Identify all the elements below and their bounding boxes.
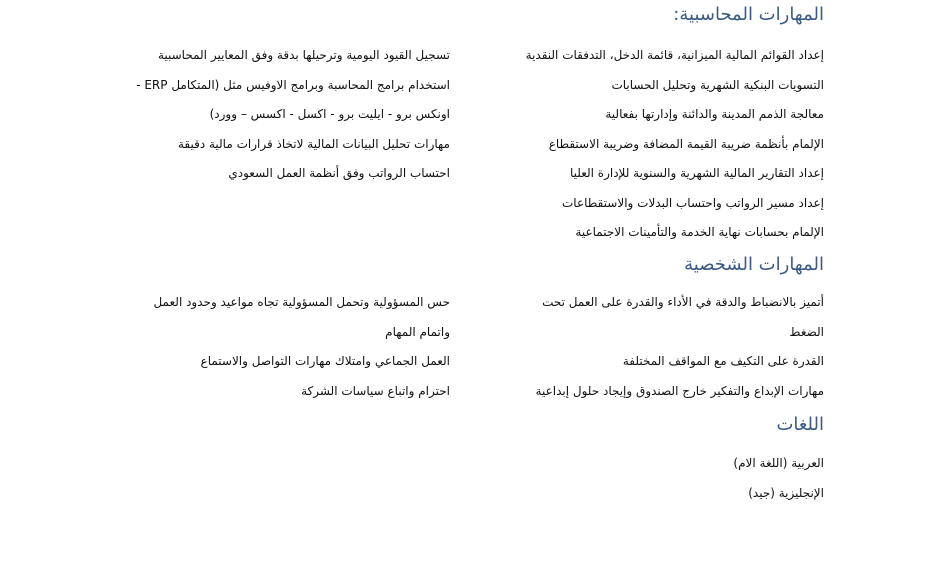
list-item: اونكس برو - ايليت برو - اكسل - اكسس – وورد)	[209, 107, 450, 121]
list-item: العربية (اللغة الام)	[733, 456, 824, 470]
list-item: إعداد مسير الرواتب واحتساب البدلات والاستقطاعات	[562, 195, 824, 210]
list-item: إعداد التقارير المالية الشهرية والسنوية للإدارة العليا	[569, 166, 824, 180]
list-item: العمل الجماعي وامتلاك مهارات التواصل والاستماع	[200, 354, 450, 368]
list-item: تسجيل القيود اليومية وترحيلها بدقة وفق المعايير المحاسبية	[157, 48, 450, 62]
personal-skills-left-list	[130, 288, 450, 406]
list-item: احتساب الرواتب وفق أنظمة العمل السعودي	[228, 166, 450, 180]
list-item: واتمام المهام	[385, 324, 450, 339]
list-item: الضغط	[789, 324, 824, 339]
list-item: القدرة على التكيف مع المواقف المختلفة	[622, 354, 824, 368]
list-item: التسويات البنكية الشهرية وتحليل الحسابات	[611, 77, 824, 92]
list-item: الإلمام بحسابات نهاية الخدمة والتأمينات الاجتماعية	[575, 225, 824, 239]
list-item: معالجة الذمم المدينة والدائنة وإدارتها بفعالية	[605, 107, 824, 121]
list-item: إعداد القوائم المالية الميزانية، قائمة الدخل، التدفقات النقدية	[525, 48, 824, 62]
personal-skills-right-list	[494, 288, 824, 406]
list-item: احترام واتباع سياسات الشركة	[301, 383, 450, 398]
list-item: استخدام برامج المحاسبة وبرامج الاوفيس مثل (المتكامل ERP -	[136, 77, 450, 92]
languages-list	[494, 448, 824, 508]
list-item: الإلمام بأنظمة ضريبة القيمة المضافة وضريبة الاستقطاع	[548, 136, 824, 151]
list-item: مهارات الإبداع والتفكير خارج الصندوق وإيجاد حلول إبداعية	[535, 383, 824, 398]
languages-heading: اللغات	[776, 414, 824, 435]
accounting-skills-left-list	[130, 41, 450, 189]
list-item: الإنجليزية (جيد)	[748, 486, 824, 500]
personal-skills-heading: المهارات الشخصية	[684, 254, 824, 275]
list-item: أتميز بالانضباط والدقة في الأداء والقدرة على العمل تحت	[542, 295, 824, 309]
accounting-skills-right-list	[494, 41, 824, 248]
list-item: حس المسؤولية وتحمل المسؤولية تجاه مواعيد وحدود العمل	[153, 295, 450, 309]
accounting-skills-heading: المهارات المحاسبية:	[673, 4, 824, 25]
list-item: مهارات تحليل البيانات المالية لاتخاذ قرارات مالية دقيقة	[177, 136, 450, 151]
